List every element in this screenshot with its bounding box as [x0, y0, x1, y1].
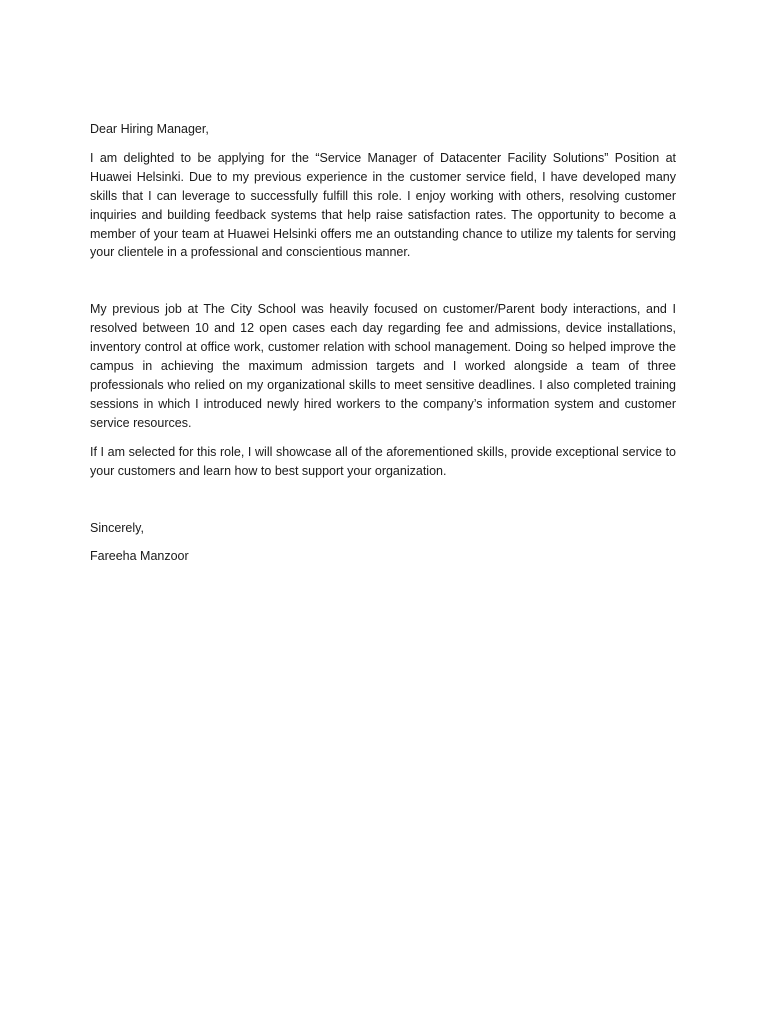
cover-letter [90, 120, 676, 566]
paragraph-introduction: I am delighted to be applying for the “Service Manager of Datacenter Facility Solutions” Position at Huawei Helsinki. Due to my previous experience in the customer service field, I have developed many skills that I can leverage to successfully fulfill this role. I enjoy working with others, resolving customer inquiries and building feedback systems that help raise satisfaction rates. The opportunity to become a member of your team at Huawei Helsinki offers me an outstanding chance to utilize my talents for serving your clientele in a professional and conscientious manner. [90, 150, 676, 260]
closing: Sincerely, [90, 520, 144, 535]
paragraph-experience: My previous job at The City School was heavily focused on customer/Parent body interactions, and I resolved between 10 and 12 open cases each day regarding fee and admissions, device installations, inventory control at office work, customer relation with school management. Doing so helped improve the campus in achieving the maximum admission targets and I worked alongside a team of three professionals who relied on my organizational skills to meet sensitive deadlines. I also completed training sessions in which I introduced newly hired workers to the company’s information system and customer service resources. [90, 302, 676, 430]
signature-name: Fareeha Manzoor [90, 549, 189, 564]
paragraph-conclusion: If I am selected for this role, I will showcase all of the aforementioned skills, provide exceptional service to your customers and learn how to best support your organization. [90, 444, 676, 478]
salutation: Dear Hiring Manager, [90, 122, 209, 136]
